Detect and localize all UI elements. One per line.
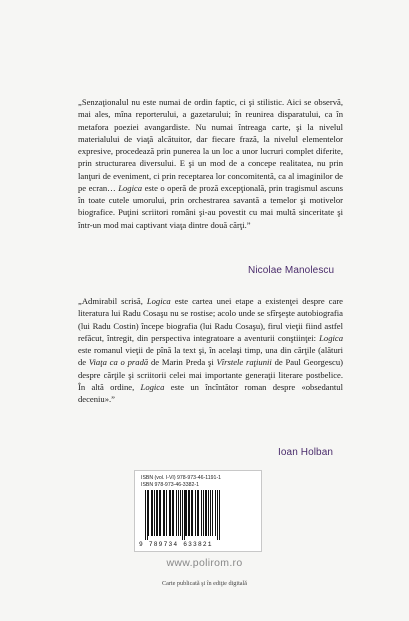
quote-text: de Marin Preda şi xyxy=(148,357,217,368)
isbn-series: ISBN (vol. I-VI) 978-973-46-1191-1 xyxy=(141,475,222,481)
quote-text: de Paul Georgescu) despre cărţile şi scriitorii celei mai importante generaţii literare postbelice. În altă ordine, xyxy=(78,357,343,392)
book-title: Logica xyxy=(118,182,143,193)
review-quote-manolescu xyxy=(78,96,343,231)
book-title: Vîrstele raţiunii xyxy=(216,357,272,368)
isbn-barcode-box xyxy=(134,470,262,552)
quote-paragraph xyxy=(78,295,343,405)
quote-text: „Senzaţionalul nu este numai de ordin faptic, ci şi stilistic. Aici se observă, mai ales, mîna reporterului, a gazetarului; în reunirea disparatului, ca în metafora poeziei avangardiste. Nu numai întreaga carte, şi la nivelul materialului de viaţă alcătuitor, dar fiecare frază, la nivelul elementelor expresive, procedează prin punerea la un loc a unor lucruri complet diferite, prin structurarea diversului. E şi un mod de a concepe realitatea, nu prin lanţuri de eveniment, ci prin receptarea lor concomitentă, ca al imaginilor de pe ecran… xyxy=(78,97,343,193)
publisher-website: www.polirom.ro xyxy=(166,557,243,569)
quote-text: „Admirabil scrisă, xyxy=(78,296,147,306)
quote-text: este un încîntător roman despre «obsedantul deceniu».” xyxy=(78,381,343,404)
book-title: Logica xyxy=(140,381,165,392)
quote-author: Nicolae Manolescu xyxy=(248,265,335,276)
review-quote-holban xyxy=(78,295,343,405)
isbn-volume: ISBN 978-973-46-3382-1 xyxy=(141,482,199,488)
book-title: Logica xyxy=(146,296,171,306)
quote-text: este cartea unei etape a existenţei despre care literatura lui Radu Cosaşu nu se rostise; acolo unde se sfîrşeşte autobiografia (lui Radu Costin) începe biografia (lui Radu Cosaşu), firul vieţii fiind astfel refăcut, întregit, din perspectiva integratoare a aventurii conştiinţei: xyxy=(78,296,343,343)
quote-author: Ioan Holban xyxy=(278,447,334,458)
quote-paragraph xyxy=(78,96,343,231)
quote-text: este romanul vieţii de pînă la text şi, în acelaşi timp, una din cărţile (alături de xyxy=(78,345,343,368)
book-title: Viaţa ca o pradă xyxy=(88,357,149,368)
barcode-number: 9 789734 633821 xyxy=(139,541,213,548)
barcode-icon xyxy=(143,490,253,540)
book-title: Logica xyxy=(319,332,343,343)
digital-edition-note: Carte publicată şi în ediţie digitală xyxy=(161,580,248,587)
quote-text: este o operă de proză excepţională, prin tragismul ascuns în toate cutele umorului, prin orchestrarea savantă a temelor şi motivelor biografice. Puţini scriitori români şi-au povestit cu mai multă sinceritate şi într-un mod mai captivant viaţa dintre două cărţi.” xyxy=(78,182,343,230)
